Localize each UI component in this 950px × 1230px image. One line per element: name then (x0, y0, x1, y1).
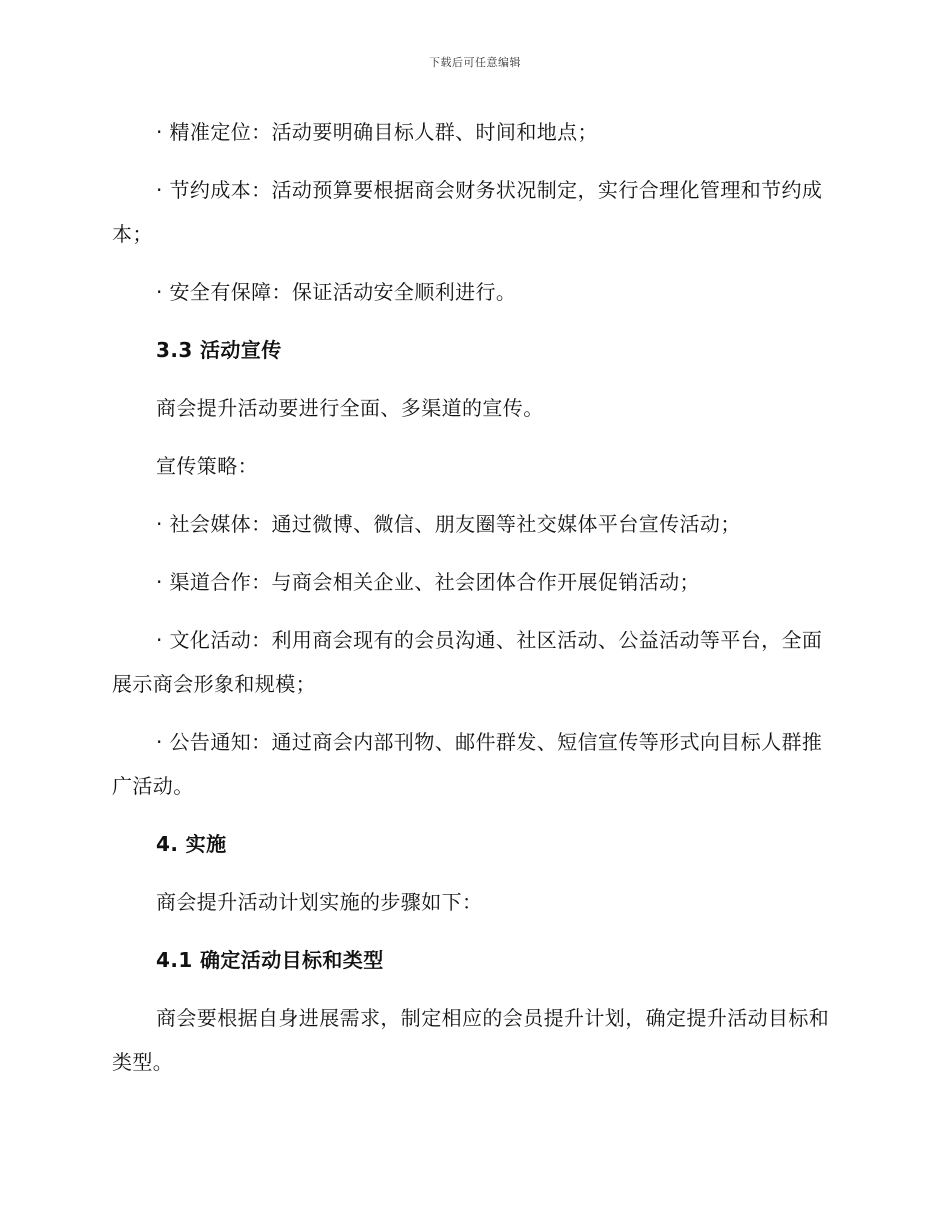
paragraph-strategy-label: 宣传策略： (156, 454, 258, 478)
section-heading-4: 4. 实施 (156, 832, 227, 856)
paragraph-goals-types: 商会要根据自身进展需求，制定相应的会员提升计划，确定提升活动目标和类型。 (112, 1006, 830, 1074)
header-note: 下载后可任意编辑 (429, 56, 521, 69)
section-heading-3-3: 3.3 活动宣传 (156, 338, 282, 362)
paragraph-promotion-intro: 商会提升活动要进行全面、多渠道的宣传。 (156, 396, 544, 420)
bullet-safety: · 安全有保障：保证活动安全顺利进行。 (156, 280, 517, 304)
section-heading-4-1: 4.1 确定活动目标和类型 (156, 948, 384, 972)
document-body (112, 110, 832, 1098)
paragraph-implementation-intro: 商会提升活动计划实施的步骤如下： (156, 890, 483, 914)
bullet-channel-cooperation: · 渠道合作：与商会相关企业、社会团体合作开展促销活动； (156, 570, 700, 594)
bullet-announcements: · 公告通知：通过商会内部刊物、邮件群发、短信宣传等形式向目标人群推广活动。 (112, 730, 823, 798)
bullet-cost-saving: · 节约成本：活动预算要根据商会财务状况制定，实行合理化管理和节约成本； (112, 178, 823, 246)
bullet-social-media: · 社会媒体：通过微博、微信、朋友圈等社交媒体平台宣传活动； (156, 512, 741, 536)
bullet-precise-positioning: · 精准定位：活动要明确目标人群、时间和地点； (156, 120, 598, 144)
bullet-cultural-activities: · 文化活动：利用商会现有的会员沟通、社区活动、公益活动等平台，全面展示商会形象和规模； (112, 628, 823, 696)
